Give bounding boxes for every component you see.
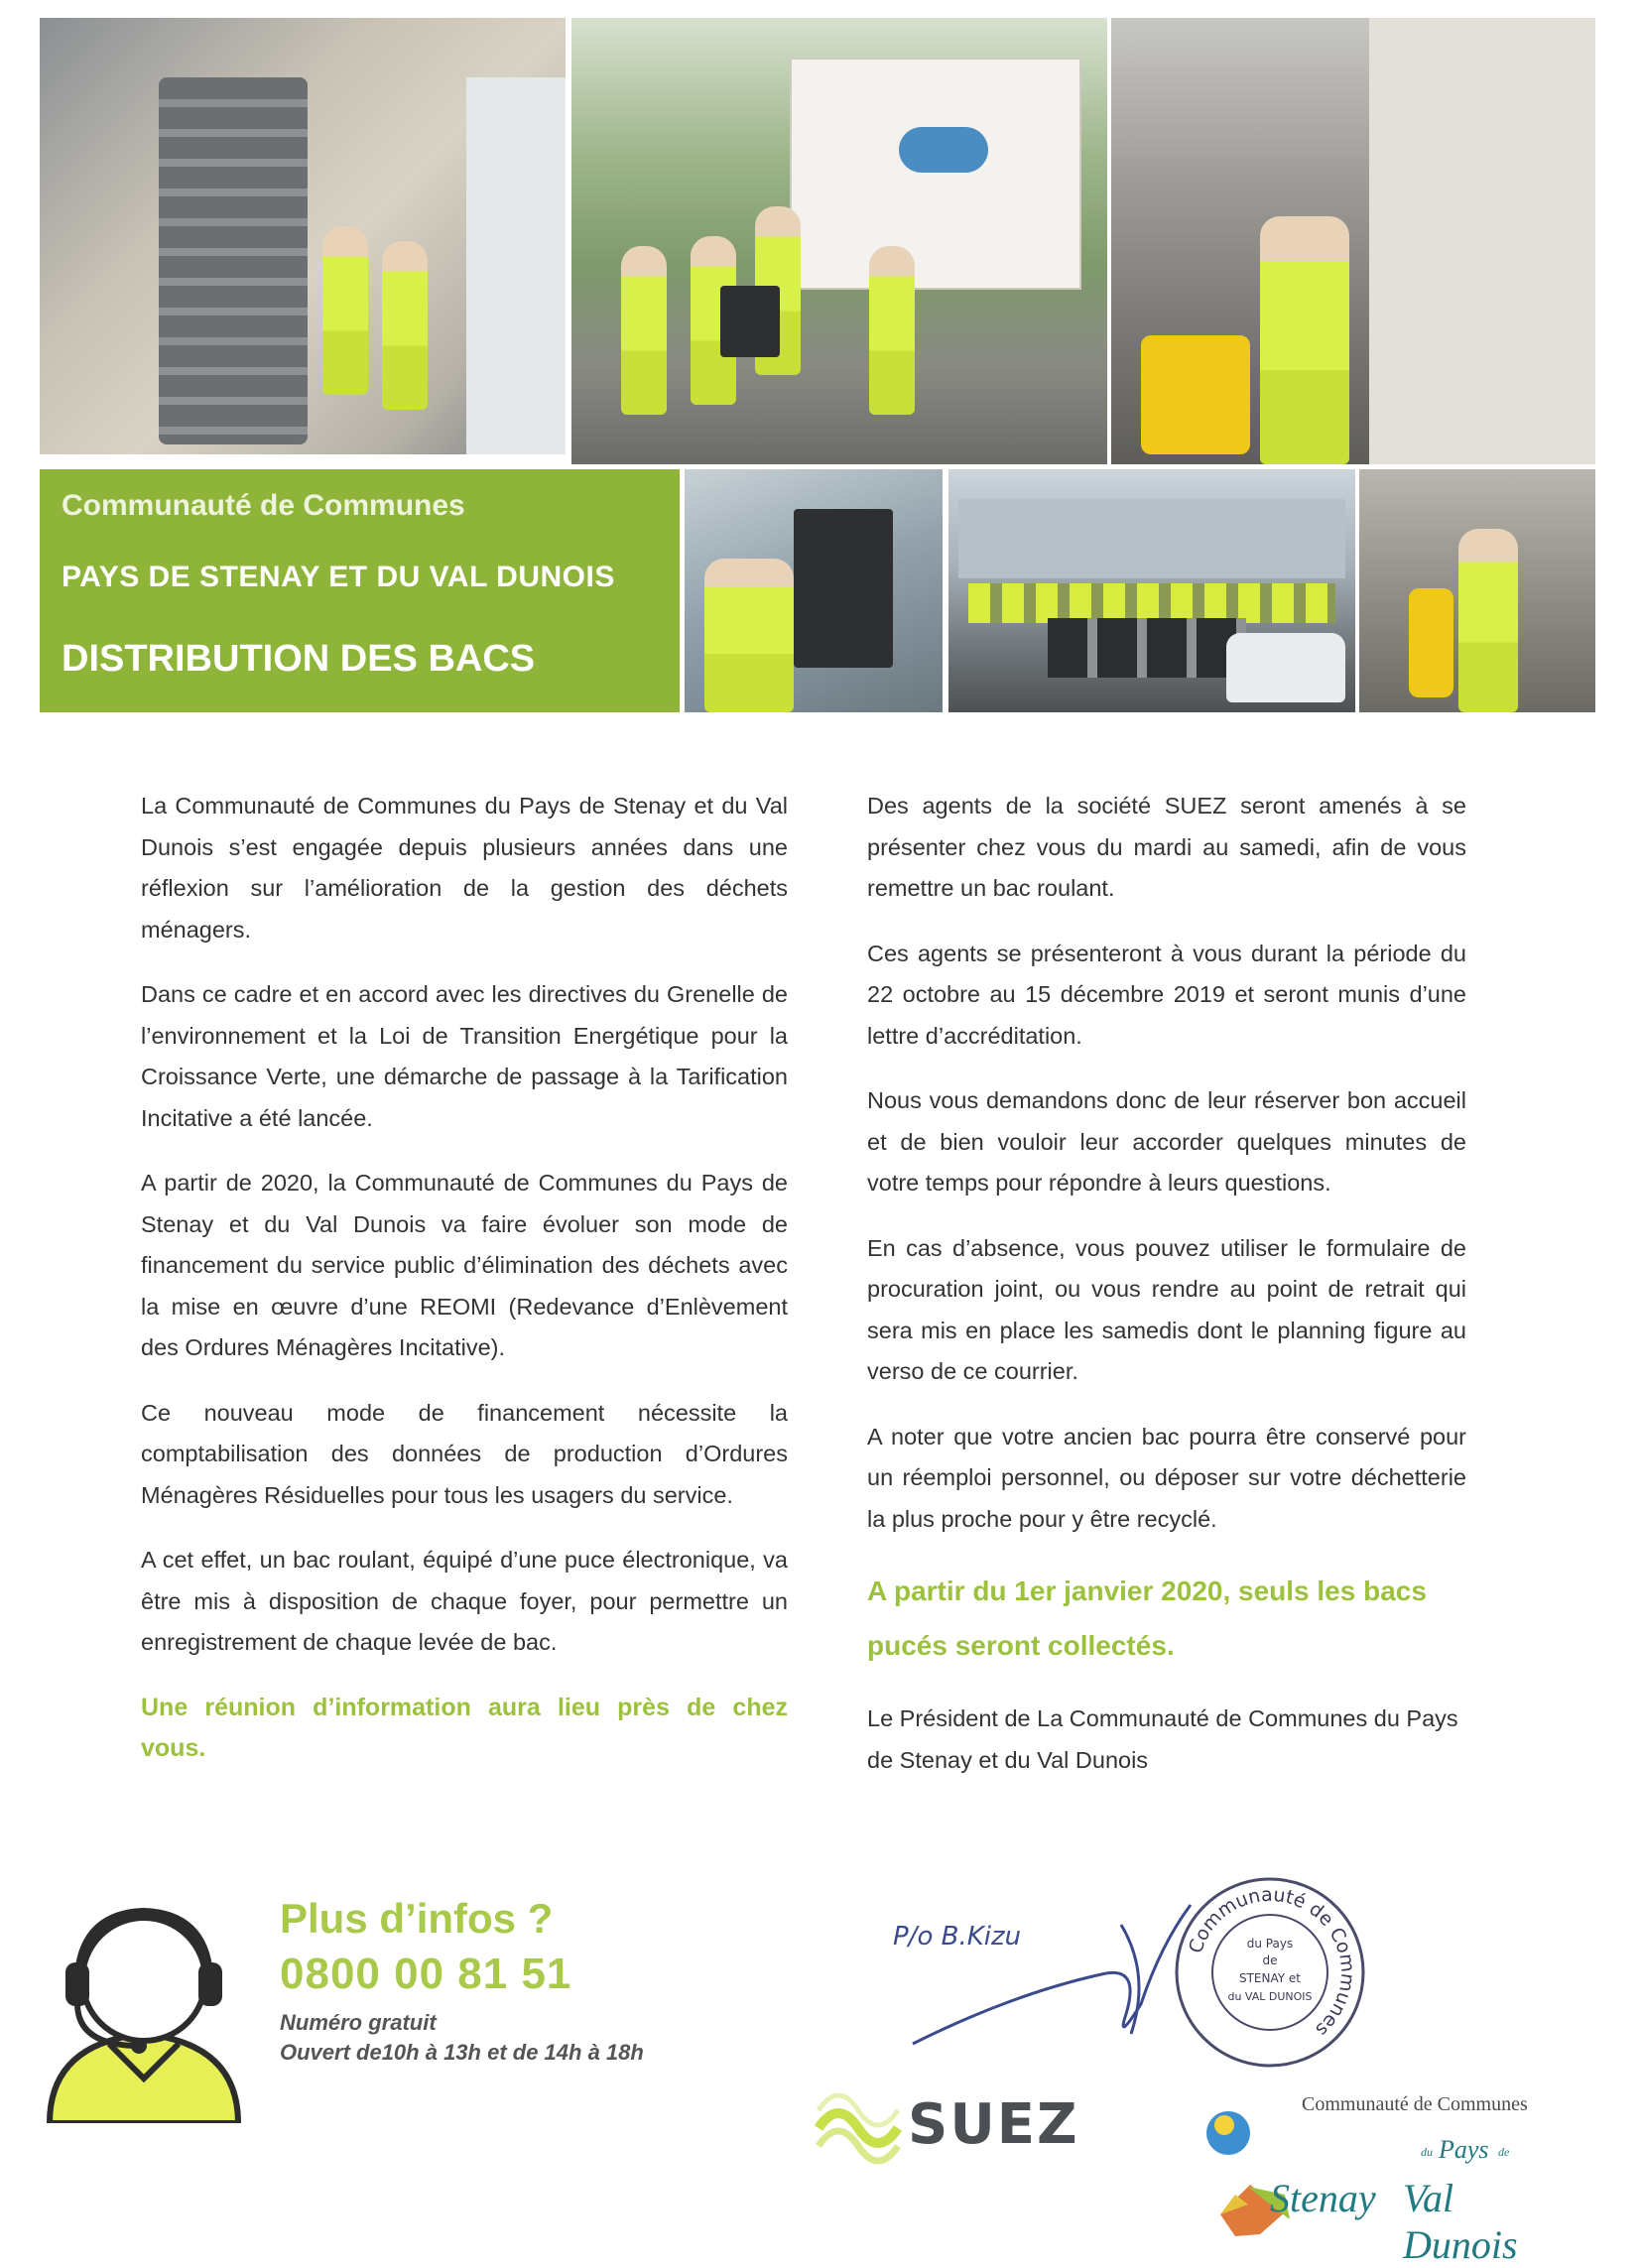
de-wordmark: de — [1498, 2145, 1510, 2159]
title-line-2: PAYS DE STENAY ET DU VAL DUNOIS — [62, 561, 615, 593]
photo-street-delivery — [1111, 18, 1595, 464]
du-wordmark: du — [1421, 2145, 1433, 2159]
paragraph: En cas d’absence, vous pouvez utiliser le formulaire de procuration joint, ou vous rendre au point de retrait qui sera mis en place les samedis dont le planning figure au verso de ce courrier. — [867, 1234, 1466, 1384]
title-panel — [40, 469, 680, 712]
communaute-wordmark: Communauté de Communes — [1302, 2093, 1528, 2115]
bins-row — [1048, 618, 1246, 678]
title-line-1: Communauté de Communes — [62, 489, 465, 522]
stenay-wordmark: Stenay — [1270, 2176, 1376, 2220]
more-info-block — [280, 1891, 644, 2066]
building-facade — [1369, 18, 1595, 464]
autorent-logo-shape — [899, 127, 988, 173]
paragraph: Nous vous demandons donc de leur réserver bon accueil et de bien vouloir leur accorder quelques minutes de votre temps pour répondre à leurs questions. — [867, 1087, 1466, 1196]
truck-side-panel — [466, 77, 566, 454]
photo-team-group — [948, 469, 1355, 712]
stamp-ring-text: Communauté de Communes — [1184, 1883, 1359, 2042]
stacked-bins — [159, 77, 308, 444]
communaute-emblem-icon — [1191, 2095, 1310, 2244]
bin-figure — [794, 509, 893, 668]
worker-figure — [704, 559, 794, 712]
stamp-line: du Pays — [1246, 1937, 1294, 1951]
paragraph: A partir de 2020, la Communauté de Communes du Pays de Stenay et du Val Dunois va faire évoluer son mode de financement du service public d’élimination des déchets avec la mise en œuvre d’une REOMI (Redevance d’Enlèvement des Ordures Ménagères Incitative). — [141, 1170, 788, 1360]
paragraph: Des agents de la société SUEZ seront amenés à se présenter chez vous du mardi au samedi, afin de vous remettre un bac roulant. — [867, 793, 1466, 901]
photo-worker-bin — [685, 469, 943, 712]
communaute-logo — [1191, 2083, 1568, 2267]
title-line-3: DISTRIBUTION DES BACS — [62, 638, 536, 680]
worker-figure — [322, 226, 368, 395]
team-row — [968, 583, 1335, 623]
right-column — [867, 786, 1466, 1805]
pays-wordmark: Pays — [1439, 2135, 1489, 2164]
worker-figure — [382, 241, 428, 410]
stamp-line: STENAY et — [1238, 1971, 1302, 1985]
paragraph: A cet effet, un bac roulant, équipé d’une puce électronique, va être mis à disposition de chaque foyer, pour permettre un enregistrement de chaque levée de bac. — [141, 1547, 788, 1655]
photo-collage-header — [40, 18, 1595, 712]
photo-delivery-truck — [571, 18, 1107, 464]
worker-figure — [869, 246, 915, 415]
suez-logo — [814, 2088, 1131, 2168]
suez-wave-icon — [814, 2088, 903, 2168]
paragraph: Ce nouveau mode de financement nécessite la comptabilisation des données de production d’Ordures Ménagères Résiduelles pour tous les usagers du service. — [141, 1399, 788, 1508]
bin-figure — [720, 286, 780, 357]
meeting-highlight: Une réunion d’information aura lieu près de chez vous. — [141, 1693, 788, 1762]
worker-figure — [1458, 529, 1518, 712]
paragraph: A noter que votre ancien bac pourra être conservé pour un réemploi personnel, ou déposer sur votre déchetterie la plus proche pour y être recyclé. — [867, 1423, 1466, 1532]
yellow-bin — [1409, 588, 1453, 697]
trucks-background — [958, 499, 1345, 578]
more-info-heading: Plus d’infos ? — [280, 1895, 554, 1942]
van-figure — [1226, 633, 1345, 702]
worker-figure — [1260, 216, 1349, 464]
truck-box — [790, 58, 1081, 290]
stamp-line: du VAL DUNOIS — [1227, 1990, 1313, 2003]
collection-highlight: A partir du 1er janvier 2020, seuls les bacs pucés seront collectés. — [867, 1575, 1427, 1661]
opening-hours: Ouvert de10h à 13h et de 14h à 18h — [280, 2040, 644, 2065]
president-signature-text: Le Président de La Communauté de Communes du Pays de Stenay et du Val Dunois — [867, 1705, 1458, 1773]
worker-figure — [621, 246, 667, 415]
suez-wordmark: SUEZ — [908, 2092, 1079, 2157]
photo-doorstep — [1359, 469, 1595, 712]
paragraph: Dans ce cadre et en accord avec les directives du Grenelle de l’environnement et la Loi de Transition Energétique pour la Croissance Verte, une démarche de passage à la Tarification Incitative a été lancée. — [141, 981, 788, 1131]
photo-bins-truck — [40, 18, 566, 454]
phone-number[interactable]: 0800 00 81 51 — [280, 1950, 572, 1998]
stamp-line: de — [1262, 1953, 1278, 1967]
paragraph: Ces agents se présenteront à vous durant la période du 22 octobre au 15 décembre 2019 et seront munis d’une lettre d’accréditation. — [867, 940, 1466, 1049]
paragraph: La Communauté de Communes du Pays de Stenay et du Val Dunois s’est engagée depuis plusieurs années dans une réflexion sur l’amélioration de la gestion des déchets ménagers. — [141, 793, 788, 943]
signature-handwriting: P/o B.Kizu — [893, 1922, 1022, 1952]
handwritten-signature — [893, 1885, 1210, 2054]
call-center-operator-icon — [40, 1895, 248, 2123]
free-number-label: Numéro gratuit — [280, 2010, 437, 2035]
val-dunois-wordmark: Val Dunois — [1403, 2176, 1518, 2267]
left-column — [141, 786, 788, 1794]
official-stamp — [1171, 1873, 1369, 2072]
yellow-bin — [1141, 335, 1250, 454]
